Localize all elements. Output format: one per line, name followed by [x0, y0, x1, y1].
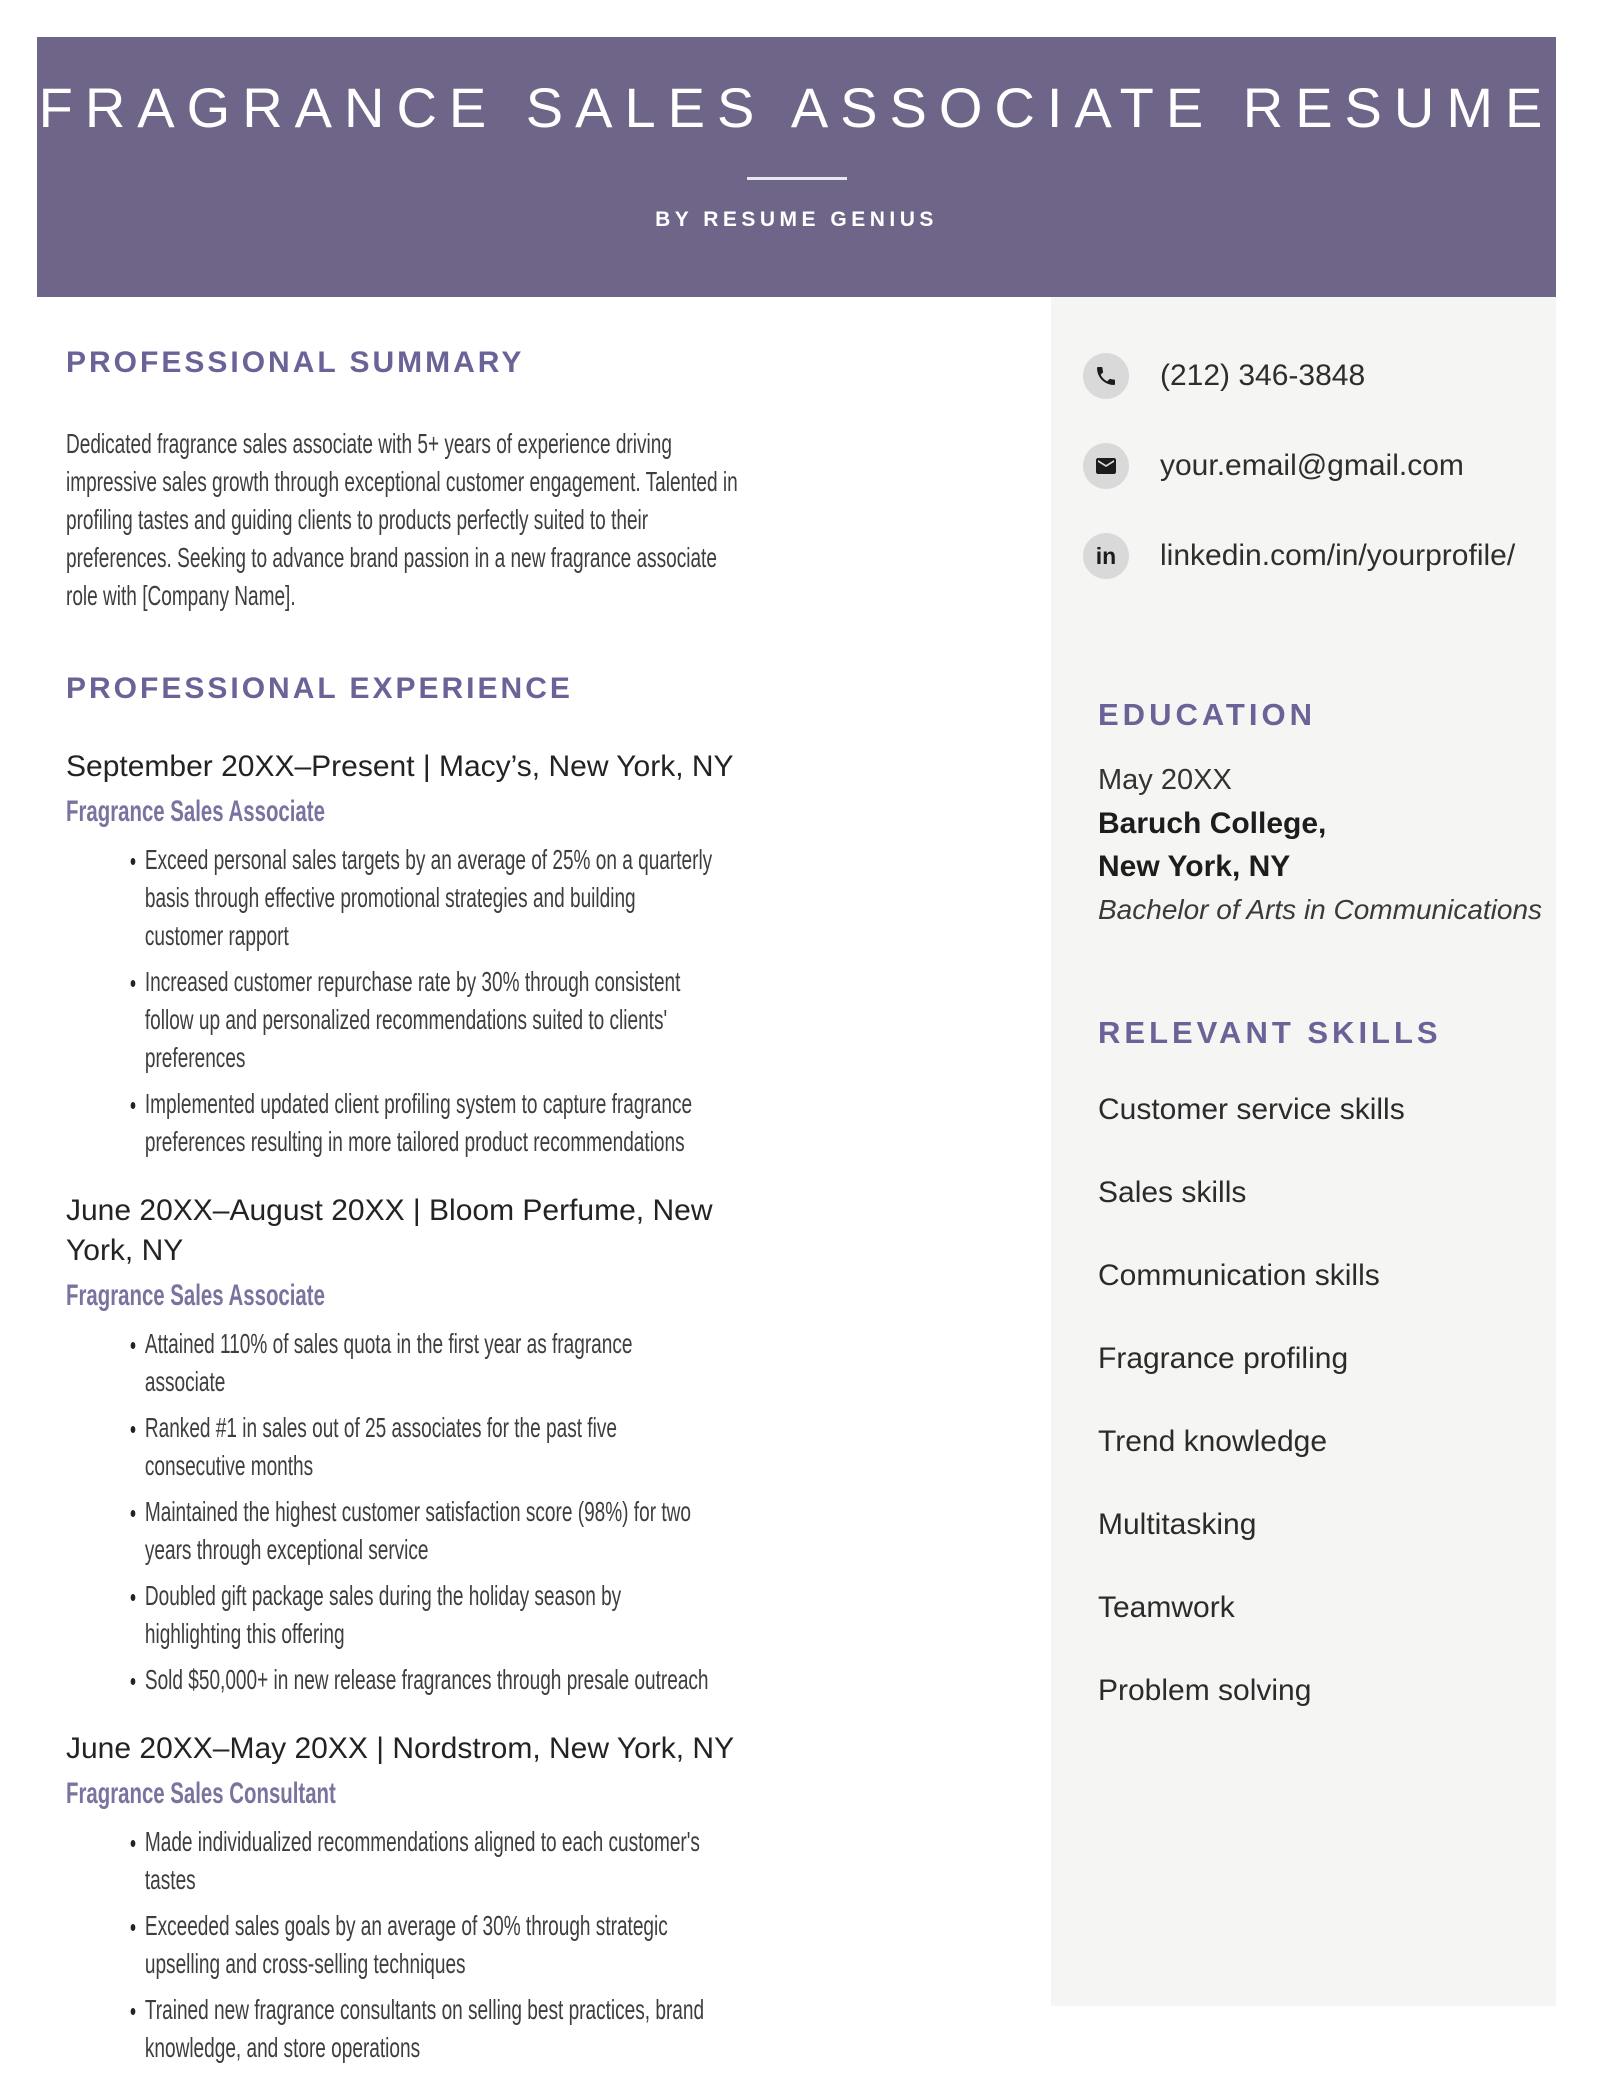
- skill-item: Teamwork: [1098, 1591, 1235, 1624]
- job-bullet: • Increased customer repurchase rate by 30% through consistent follow up and personalized recommendations suited to clients' preferences: [145, 963, 716, 1077]
- sidebar: [1051, 297, 1556, 2006]
- education-date: May 20XX: [1098, 764, 1232, 796]
- job-title: Fragrance Sales Associate: [66, 795, 325, 828]
- contact-section: [1083, 353, 1515, 623]
- education-school: Baruch College,: [1098, 807, 1327, 840]
- phone-icon: [1083, 353, 1129, 399]
- education-degree: Bachelor of Arts in Communications: [1098, 894, 1543, 925]
- job-entry: [66, 1729, 771, 2067]
- contact-row: [1083, 443, 1515, 489]
- job-bullet: • Made individualized recommendations aligned to each customer's tastes: [145, 1823, 716, 1899]
- job-title: Fragrance Sales Consultant: [66, 1777, 336, 1810]
- linkedin-icon: in: [1083, 533, 1129, 579]
- contact-row: [1083, 353, 1515, 399]
- page-title: FRAGRANCE SALES ASSOCIATE RESUME: [38, 76, 1555, 139]
- job-title: Fragrance Sales Associate: [66, 1279, 325, 1312]
- summary-heading: PROFESSIONAL SUMMARY: [66, 346, 525, 379]
- byline: BY RESUME GENIUS: [655, 208, 938, 231]
- skill-item: Customer service skills: [1098, 1093, 1405, 1126]
- experience-list: [66, 747, 771, 2067]
- job-dates: September 20XX–Present | Macy’s, New York, NY: [66, 750, 734, 783]
- job-entry: [66, 1191, 771, 1699]
- job-bullet: • Doubled gift package sales during the holiday season by highlighting this offering: [145, 1577, 716, 1653]
- education-location: New York, NY: [1098, 850, 1291, 883]
- job-bullet: • Ranked #1 in sales out of 25 associates for the past five consecutive months: [145, 1409, 716, 1485]
- job-dates: June 20XX–May 20XX | Nordstrom, New York, NY: [66, 1732, 735, 1765]
- job-bullet: • Trained new fragrance consultants on selling best practices, brand knowledge, and store operations: [145, 1991, 716, 2067]
- contact-value: your.email@gmail.com: [1160, 449, 1464, 482]
- skill-item: Multitasking: [1098, 1508, 1257, 1541]
- contact-row: [1083, 533, 1515, 579]
- job-bullet-list: [66, 1823, 716, 2067]
- job-bullet: • Implemented updated client profiling system to capture fragrance preferences resulting in more tailored product recommendations: [145, 1085, 716, 1161]
- job-entry: [66, 747, 771, 1161]
- experience-heading: PROFESSIONAL EXPERIENCE: [66, 672, 573, 705]
- main-column: [66, 345, 771, 2075]
- skill-item: Fragrance profiling: [1098, 1342, 1349, 1375]
- job-bullet-list: [66, 841, 716, 1161]
- contact-value: (212) 346-3848: [1160, 359, 1366, 392]
- email-icon: [1083, 443, 1129, 489]
- job-bullet: • Sold $50,000+ in new release fragrances through presale outreach: [145, 1661, 716, 1699]
- job-bullet: • Exceed personal sales targets by an average of 25% on a quarterly basis through effective promotional strategies and building customer rapport: [145, 841, 716, 955]
- education-section: [1098, 697, 1543, 931]
- skills-list: [1098, 1091, 1538, 1710]
- job-bullet: • Attained 110% of sales quota in the first year as fragrance associate: [145, 1325, 716, 1401]
- summary-paragraph: Dedicated fragrance sales associate with 5+ years of experience driving impressive sales growth through exceptional customer engagement. Talented in profiling tastes and guiding clients to products perfectly suited to their preferences. Seeking to advance brand passion in a new fragrance associate role with [Company Name].: [66, 428, 738, 611]
- skill-item: Sales skills: [1098, 1176, 1247, 1209]
- job-bullet: • Exceeded sales goals by an average of 30% through strategic upselling and cross-selling techniques: [145, 1907, 716, 1983]
- byline-divider: [747, 177, 847, 180]
- job-bullet-list: [66, 1325, 716, 1699]
- skill-item: Communication skills: [1098, 1259, 1380, 1292]
- contact-value: linkedin.com/in/yourprofile/: [1160, 539, 1516, 572]
- header-banner: [37, 37, 1556, 297]
- skills-section: [1098, 1015, 1538, 1755]
- job-dates: June 20XX–August 20XX | Bloom Perfume, New York, NY: [66, 1194, 713, 1267]
- skill-item: Trend knowledge: [1098, 1425, 1328, 1458]
- skill-item: Problem solving: [1098, 1674, 1312, 1707]
- education-heading: EDUCATION: [1098, 697, 1316, 732]
- skills-heading: RELEVANT SKILLS: [1098, 1015, 1442, 1050]
- job-bullet: • Maintained the highest customer satisfaction score (98%) for two years through exceptional service: [145, 1493, 716, 1569]
